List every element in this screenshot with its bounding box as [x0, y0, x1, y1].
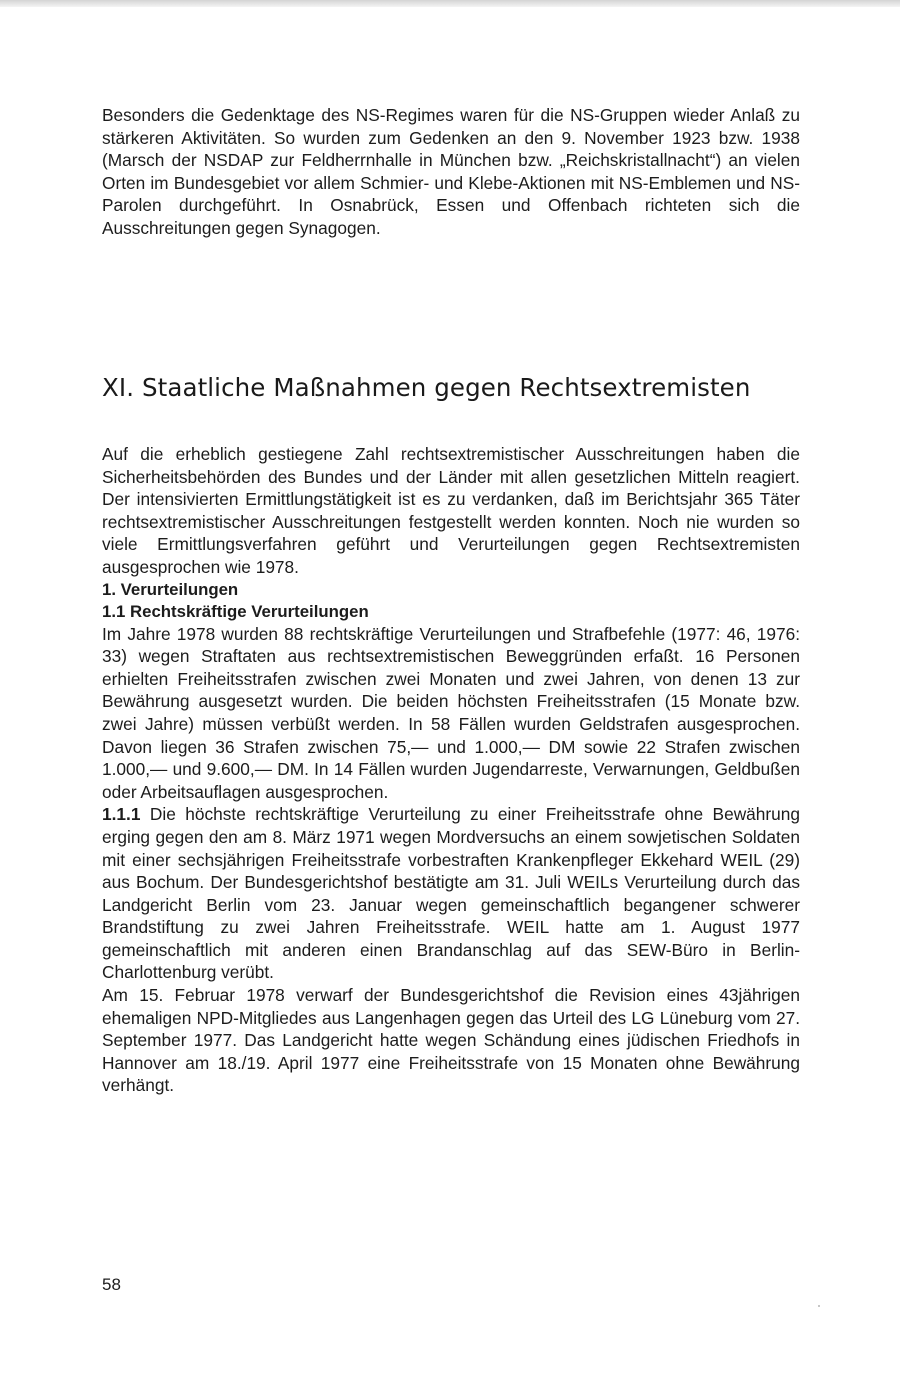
chapter-paragraph: Auf die erheblich gestiegene Zahl rechtsextremistischer Ausschreitungen haben die Sicherheitsbehörden des Bundes und der Länder mit allen gesetzlichen Mitteln reagiert. Der intensivierten Ermittlungstätigkeit ist es zu verdanken, daß im Berichtsjahr 365 Täter rechtsextremistischer Ausschreitungen festgestellt werden konnten. Noch nie wurden so viele Ermittlungsverfahren geführt und Verurteilungen gegen Rechtsextremisten ausgesprochen wie 1978. — [102, 444, 800, 577]
section-1-1-heading: 1.1 Rechtskräftige Verurteilungen — [102, 601, 369, 621]
intro-block — [102, 104, 800, 240]
closing-paragraph: Am 15. Februar 1978 verwarf der Bundesgerichtshof die Revision eines 43jährigen ehemaligen NPD-Mitgliedes aus Langenhagen gegen das Urteil des LG Lüneburg vom 27. September 1977. Das Landgericht hatte wegen Schändung eines jüdischen Friedhofs in Hannover am 18./19. April 1977 eine Freiheitsstrafe von 15 Monaten ohne Bewährung verhängt. — [102, 985, 800, 1096]
chapter-title: XI. Staatliche Maßnahmen gegen Rechtsextremisten — [102, 373, 751, 402]
section-1-1-1-number: 1.1.1 — [102, 804, 141, 825]
intro-paragraph: Besonders die Gedenktage des NS-Regimes waren für die NS-Gruppen wieder Anlaß zu stärkeren Aktivitäten. So wurden zum Gedenken an den 9. November 1923 bzw. 1938 (Marsch der NSDAP zur Feldherrnhalle in München bzw. „Reichskristallnacht“) an vielen Orten im Bundesgebiet vor allem Schmier- und Klebe-Aktionen mit NS-Emblemen und NS-Parolen durchgeführt. In Osnabrück, Essen und Offenbach richteten sich die Ausschreitungen gegen Synagogen. — [102, 105, 800, 238]
section-1-1-1-paragraph — [102, 803, 800, 984]
section-1-heading: 1. Verurteilungen — [102, 579, 239, 599]
section-1-1-1-text: Die höchste rechtskräftige Verurteilung zu einer Freiheitsstrafe ohne Bewährung erging gegen den am 8. März 1971 wegen Mordversuchs an einem sowjetischen Soldaten mit einer sechsjährigen Freiheitsstrafe vorbestraften Krankenpfleger Ekkehard WEIL (29) aus Bochum. Der Bundesgerichtshof bestätigte am 31. Juli WEILs Verurteilung durch das Landgericht Berlin vom 23. Januar wegen gemeinschaftlich begangener schwerer Brandstiftung zu zwei Jahren Freiheitsstrafe. WEIL hatte am 1. August 1977 gemeinschaftlich mit anderen einen Brandanschlag auf das SEW-Büro in Berlin-Charlottenburg verübt. — [102, 804, 800, 983]
scan-edge — [0, 0, 900, 7]
scan-speck — [818, 1305, 820, 1307]
page-number: 58 — [102, 1275, 121, 1294]
chapter-body — [102, 443, 800, 1097]
section-1-1-paragraph: Im Jahre 1978 wurden 88 rechtskräftige Verurteilungen und Strafbefehle (1977: 46, 1976: 33) wegen Straftaten aus rechtsextremistischen Beweggründen erfaßt. 16 Personen erhielten Freiheitsstrafen zwischen zwei Monaten und zwei Jahren, von denen 13 zur Bewährung ausgesetzt wurden. Die beiden höchsten Freiheitsstrafen (15 Monate bzw. zwei Jahre) müssen verbüßt werden. In 58 Fällen wurden Geldstrafen ausgesprochen. Davon liegen 36 Strafen zwischen 75,— und 1.000,— DM sowie 22 Strafen zwischen 1.000,— und 9.600,— DM. In 14 Fällen wurden Jugendarreste, Verwarnungen, Geldbußen oder Arbeitsauflagen ausgesprochen. — [102, 623, 800, 802]
